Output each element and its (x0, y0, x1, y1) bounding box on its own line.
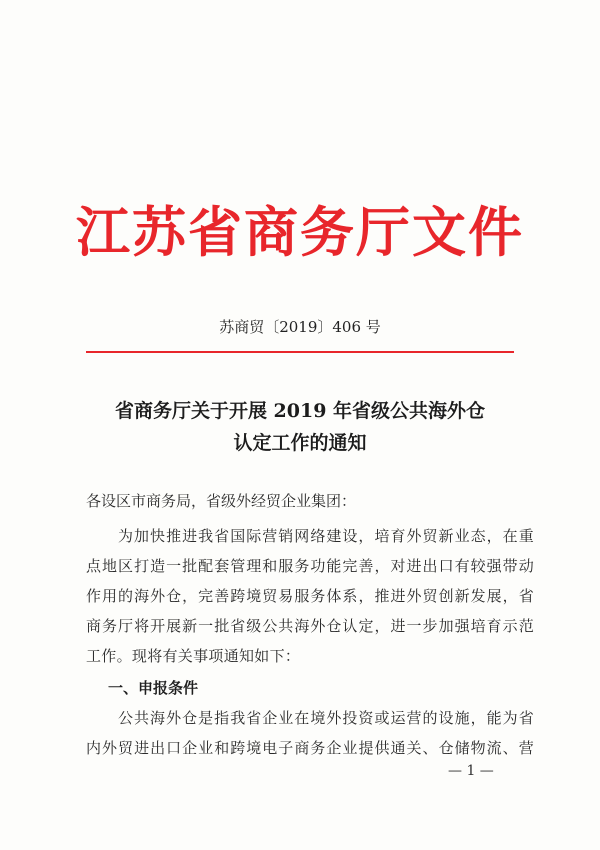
paragraph-1-line-3: 作用的海外仓，完善跨境贸易服务体系，推进外贸创新发展，省 (86, 587, 534, 605)
page-number: — 1 — (448, 763, 494, 779)
issuer-header: 江苏省商务厅文件 (76, 200, 524, 264)
section-heading-1: 一、申报条件 (108, 679, 199, 697)
section-1-line-1: 公共海外仓是指我省企业在境外投资或运营的设施，能为省 (118, 709, 534, 727)
title-line-2: 认定工作的通知 (233, 432, 367, 454)
document-title (60, 395, 540, 459)
paragraph-1-line-1: 为加快推进我省国际营销网络建设，培育外贸新业态，在重 (118, 527, 534, 545)
paragraph-1-line-4: 商务厅将开展新一批省级公共海外仓认定，进一步加强培育示范 (86, 617, 534, 635)
paragraph-1-line-5: 工作。现将有关事项通知如下： (86, 647, 301, 665)
recipient-line: 各设区市商务局，省级外经贸企业集团： (86, 492, 357, 510)
red-divider (86, 351, 514, 353)
section-1-line-2: 内外贸进出口企业和跨境电子商务企业提供通关、仓储物流、营 (86, 739, 534, 757)
paragraph-1-line-2: 点地区打造一批配套管理和服务功能完善，对进出口有较强带动 (86, 557, 534, 575)
title-line-1: 省商务厅关于开展 2019 年省级公共海外仓 (114, 400, 486, 422)
document-number: 苏商贸〔2019〕406 号 (219, 318, 381, 336)
